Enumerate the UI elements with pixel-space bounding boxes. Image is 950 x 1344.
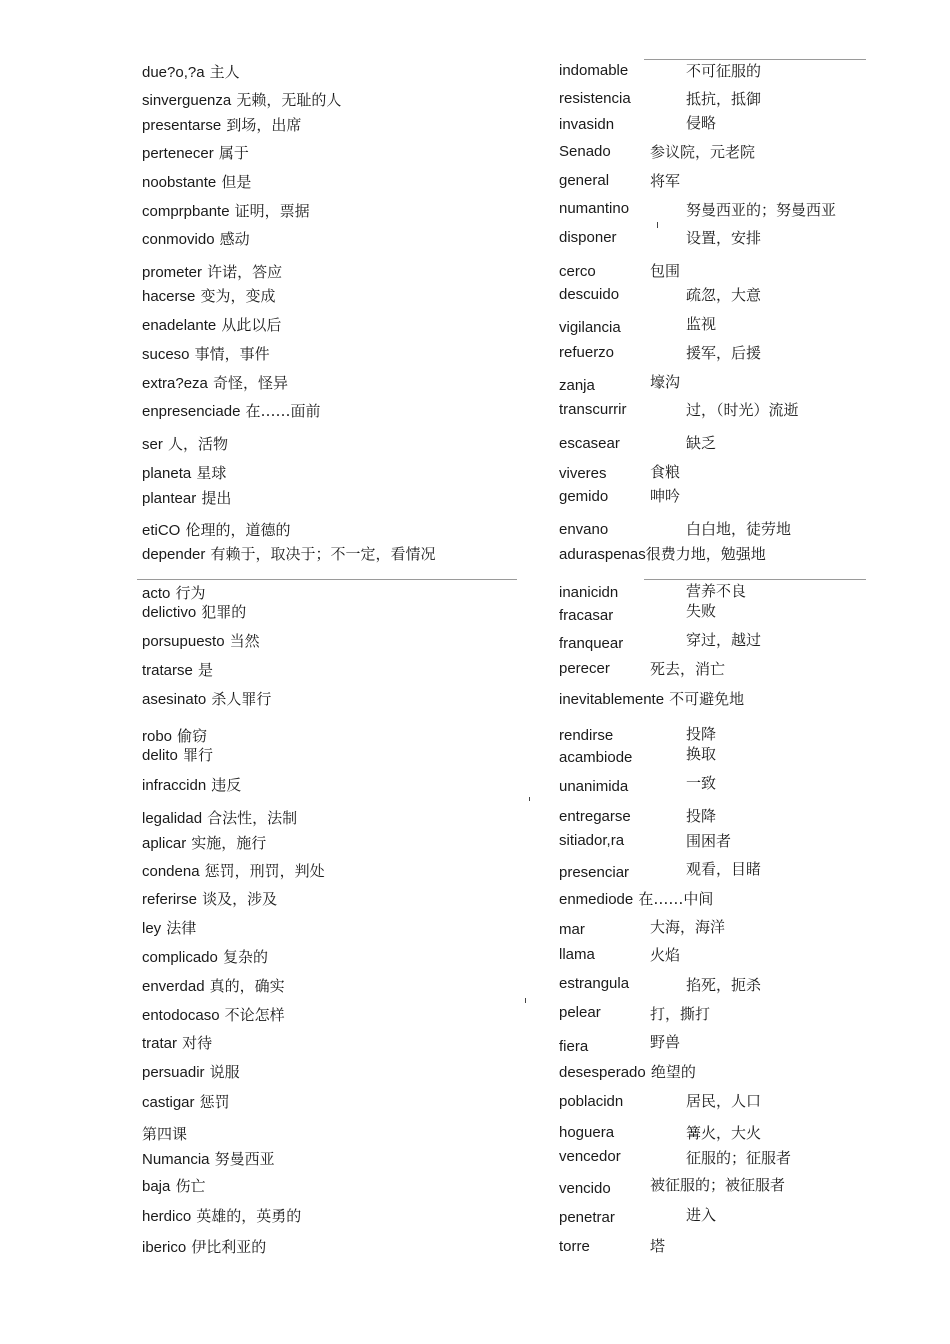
vocab-entry [142,747,213,763]
chinese-translation: 实施，施行 [191,834,267,852]
spanish-word: refuerzo [559,344,615,361]
vocab-entry [142,1035,212,1051]
chinese-translation: 提出 [201,489,232,507]
vocab-entry [142,585,205,601]
chinese-translation: 不可避免地 [669,690,745,708]
spanish-word: penetrar [559,1209,615,1226]
vocab-entry [142,1151,275,1167]
spanish-word: asesinato [142,691,207,708]
vocab-entry [142,920,196,936]
chinese-translation: 人，活物 [167,435,228,453]
chinese-translation: 合法性，法制 [207,809,298,827]
chinese-translation: 塔 [650,1237,666,1255]
chinese-translation: 换取 [686,745,717,763]
spanish-word: persuadir [142,1064,205,1081]
vocab-entry [142,777,241,793]
chinese-translation: 居民，人口 [686,1092,762,1110]
spanish-word: presenciar [559,864,630,881]
spanish-word: enadelante [142,317,217,334]
spanish-word: pertenecer [142,145,214,162]
spanish-word: invasidn [559,116,615,133]
spanish-word: llama [559,946,595,963]
chinese-translation: 投降 [686,725,717,743]
chinese-translation: 失败 [686,602,717,620]
spanish-word: comprpbante [142,203,230,220]
vocab-entry [142,264,282,280]
vocab-entry [142,728,207,744]
chinese-translation: 证明，票据 [234,202,310,220]
chinese-translation: 英雄的，英勇的 [196,1207,302,1225]
chinese-translation: 对待 [182,1034,213,1052]
spanish-word: robo [142,728,173,745]
spanish-word: etiCO [142,522,181,539]
chinese-translation: 白白地，徒劳地 [686,520,792,538]
chinese-translation: 伊比利亚的 [191,1238,267,1256]
chinese-translation: 不论怎样 [224,1006,285,1024]
chinese-translation: 偷窃 [177,727,208,745]
spanish-word: escasear [559,435,620,452]
chinese-translation: 疏忽，大意 [686,286,762,304]
vocab-entry [142,546,436,562]
vocab-entry [142,436,228,452]
vocab-entry [142,465,226,481]
vocab-entry [142,64,240,80]
spanish-word: hacerse [142,288,196,305]
chinese-translation: 侵略 [686,114,717,132]
spanish-word: due?o,?a [142,64,205,81]
chinese-translation: 说服 [209,1063,240,1081]
spanish-word: noobstante [142,174,217,191]
vocab-entry [142,288,275,304]
vocab-entry [142,810,297,826]
chinese-translation: 参议院，元老院 [650,143,756,161]
chinese-translation: 杀人罪行 [211,690,272,708]
spanish-word: Numancia [142,1151,210,1168]
chinese-translation: 投降 [686,807,717,825]
spanish-word: presentarse [142,117,222,134]
vocab-entry [142,662,213,678]
vocab-entry [142,604,246,620]
vocab-entry [142,145,249,161]
chinese-translation: 惩罚 [199,1093,230,1111]
spanish-word: prometer [142,264,203,281]
vocab-entry [142,92,341,108]
vocab-entry [142,375,288,391]
chinese-translation: 很费力地，勉强地 [645,545,766,563]
vocab-entry [142,835,266,851]
spanish-word: sitiador,ra [559,832,625,849]
chinese-translation: 主人 [209,63,240,81]
spanish-word: herdico [142,1208,192,1225]
chinese-translation: 观看，目睹 [686,860,762,878]
spanish-word: indomable [559,62,629,79]
spanish-word: inevitablemente [559,691,665,708]
chinese-translation: 穿过，越过 [686,631,762,649]
spanish-word: vigilancia [559,319,621,336]
vocab-entry [142,1239,266,1255]
spanish-word: depender [142,546,206,563]
top-right-rule [644,59,866,60]
spanish-word: vencedor [559,1148,621,1165]
spanish-word: aduraspenas [559,546,646,563]
chinese-translation: 许诺，答应 [207,263,283,281]
spanish-word: disponer [559,229,617,246]
vocab-entry [142,863,325,879]
chinese-translation: 感动 [219,230,250,248]
vocab-entry [142,1094,230,1110]
chinese-translation: 大海，海洋 [650,918,726,936]
spanish-word: plantear [142,490,197,507]
spanish-word: franquear [559,635,624,652]
spanish-word: aplicar [142,835,187,852]
spanish-word: extra?eza [142,375,208,392]
chinese-translation: 被征服的；被征服者 [650,1176,786,1194]
spanish-word: delictivo [142,604,197,621]
lesson-heading [142,1126,187,1142]
vocab-entry [142,691,271,707]
chinese-translation: 事情，事件 [194,345,270,363]
chinese-translation: 法律 [166,919,197,937]
spanish-word: resistencia [559,90,631,107]
spanish-word: estrangula [559,975,630,992]
chinese-translation: 野兽 [650,1033,681,1051]
spanish-word: fracasar [559,607,614,624]
spanish-word: poblacidn [559,1093,624,1110]
spanish-word: enpresenciade [142,403,241,420]
chinese-translation: 惩罚，刑罚，判处 [204,862,325,880]
vocab-entry [142,231,250,247]
chinese-translation: 犯罪的 [201,603,247,621]
spanish-word: enverdad [142,978,205,995]
chinese-translation: 篝火，大火 [686,1124,762,1142]
vocab-entry [559,691,744,707]
stray-mark [529,797,530,801]
spanish-word: complicado [142,949,218,966]
chinese-translation: 努曼西亚 [214,1150,275,1168]
spanish-word: acto [142,585,171,602]
stray-mark [525,998,526,1003]
chinese-translation: 援军，后援 [686,344,762,362]
spanish-word: vencido [559,1180,611,1197]
vocab-entry [142,633,260,649]
spanish-word: torre [559,1238,590,1255]
spanish-word: conmovido [142,231,215,248]
chinese-translation: 星球 [196,464,227,482]
chinese-translation: 一致 [686,774,717,792]
chinese-translation: 无赖，无耻的人 [236,91,342,109]
chinese-translation: 变为，变成 [200,287,276,305]
vocab-entry [559,1064,696,1080]
spanish-word: Senado [559,143,611,160]
vocab-entry [142,978,285,994]
chinese-translation: 伤亡 [175,1177,206,1195]
chinese-translation: 绝望的 [650,1063,696,1081]
vocab-entry [142,403,321,419]
chinese-translation: 食粮 [650,463,681,481]
vocab-entry [142,317,281,333]
spanish-word: unanimida [559,778,629,795]
chinese-translation: 努曼西亚的；努曼西亚 [686,201,837,219]
spanish-word: transcurrir [559,401,627,418]
vocab-entry [142,949,268,965]
chinese-translation: 将军 [650,172,681,190]
chinese-translation: 营养不良 [686,582,747,600]
chinese-translation: 奇怪，怪异 [212,374,288,392]
chinese-translation: 伦理的，道德的 [185,521,291,539]
chinese-translation: 真的，确实 [209,977,285,995]
spanish-word: porsupuesto [142,633,225,650]
spanish-word: iberico [142,1239,187,1256]
chinese-translation: 不可征服的 [686,62,762,80]
right-section-rule [644,579,866,580]
chinese-translation: 呻吟 [650,487,681,505]
spanish-word: general [559,172,610,189]
spanish-word: ley [142,920,162,937]
chinese-translation: 火焰 [650,946,681,964]
spanish-word: mar [559,921,585,938]
spanish-word: zanja [559,377,595,394]
spanish-word: viveres [559,465,607,482]
vocab-entry [142,490,231,506]
chinese-translation: 在……中间 [638,890,714,908]
chinese-translation: 有赖于，取决于；不一定，看情况 [210,545,436,563]
spanish-word: suceso [142,346,190,363]
spanish-word: fiera [559,1038,589,1055]
spanish-word: hoguera [559,1124,615,1141]
chinese-translation: 壕沟 [650,373,681,391]
spanish-word: entregarse [559,808,631,825]
spanish-word: desesperado [559,1064,646,1081]
spanish-word: pelear [559,1004,601,1021]
spanish-word: referirse [142,891,198,908]
spanish-word: numantino [559,200,630,217]
spanish-word: legalidad [142,810,203,827]
vocab-entry [142,1178,205,1194]
chinese-translation: 行为 [175,584,206,602]
spanish-word: gemido [559,488,609,505]
chinese-translation: 围困者 [686,832,732,850]
vocab-entry [142,522,290,538]
chinese-translation: 但是 [221,173,252,191]
chinese-translation: 征服的；征服者 [686,1149,792,1167]
spanish-word: infraccidn [142,777,207,794]
chinese-translation: 包围 [650,262,681,280]
chinese-translation: 是 [197,661,213,679]
chinese-translation: 在……面前 [245,402,321,420]
vocab-entry [142,203,310,219]
chinese-translation: 属于 [218,144,249,162]
vocab-entry [559,891,713,907]
spanish-word: cerco [559,263,596,280]
spanish-word: acambiode [559,749,633,766]
left-section-rule [137,579,517,580]
vocab-entry [142,891,277,907]
chinese-translation: 设置，安排 [686,229,762,247]
chinese-translation: 谈及，涉及 [202,890,278,908]
chinese-translation: 过，（时光）流逝 [686,401,799,419]
spanish-word: ser [142,436,163,453]
vocab-entry [142,174,251,190]
chinese-translation: 复杂的 [222,948,268,966]
chinese-translation: 打，撕打 [650,1005,711,1023]
chinese-translation: 到场，出席 [226,116,302,134]
vocab-entry [142,1007,285,1023]
vocab-entry [559,546,766,562]
spanish-word: tratar [142,1035,178,1052]
spanish-word: rendirse [559,727,614,744]
chinese-translation: 掐死，扼杀 [686,976,762,994]
chinese-translation: 监视 [686,315,717,333]
spanish-word: delito [142,747,178,764]
chinese-translation: 当然 [229,632,260,650]
spanish-word: descuido [559,286,620,303]
chinese-translation: 罪行 [182,746,213,764]
spanish-word: entodocaso [142,1007,220,1024]
vocab-entry [142,1208,301,1224]
spanish-word: sinverguenza [142,92,232,109]
vocab-entry [142,1064,240,1080]
chinese-translation: 违反 [211,776,242,794]
chinese-translation: 进入 [686,1206,717,1224]
chinese-translation: 缺乏 [686,434,717,452]
lesson-title: 第四课 [142,1125,188,1143]
spanish-word: tratarse [142,662,193,679]
spanish-word: condena [142,863,200,880]
spanish-word: enmediode [559,891,634,908]
chinese-translation: 死去，消亡 [650,660,726,678]
vocab-entry [142,117,301,133]
spanish-word: envano [559,521,609,538]
stray-mark [657,222,658,228]
vocab-entry [142,346,270,362]
chinese-translation: 抵抗，抵御 [686,90,762,108]
spanish-word: perecer [559,660,610,677]
spanish-word: baja [142,1178,171,1195]
spanish-word: inanicidn [559,584,619,601]
chinese-translation: 从此以后 [221,316,282,334]
spanish-word: castigar [142,1094,195,1111]
spanish-word: planeta [142,465,192,482]
